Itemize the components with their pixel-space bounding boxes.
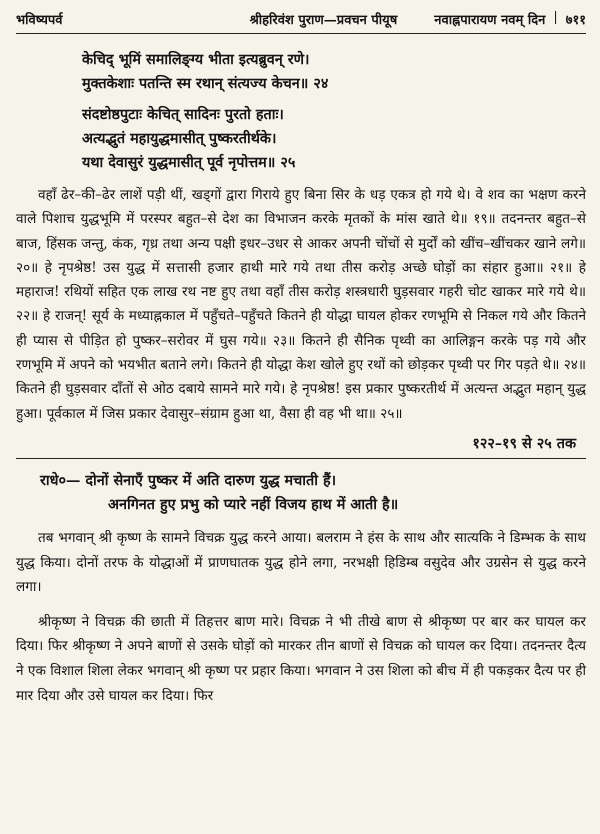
- translation-prose: [16, 183, 586, 426]
- header-reading-day: नवाह्नपारायण नवम् दिन: [434, 13, 546, 28]
- couplet-line-1: राधे०— दोनों सेनाएँ पुष्कर में अति दारुण युद्ध मचाती हैं।: [40, 471, 337, 489]
- page-number: ७११: [565, 13, 586, 28]
- header-right-group: [434, 10, 586, 28]
- translation-paragraph: वहाँ ढेर–की–ढेर लाशें पड़ी थीं, खड्गों द्वारा गिराये हुए बिना सिर के धड़ एकत्र हो गये थे। वे शव का भक्षण करने वाले पिशाच युद्धभूमि में परस्पर बहुत–से देश का विभाजन करके मृतकों के मांस खाते थे॥ १९॥ तदनन्तर बहुत–से बाज, हिंसक जन्तु, कंक, गृध्र तथा अन्य पक्षी इधर–उधर से आकर अपनी चोंचों से मुर्दों को खींच–खींचकर खाने लगे॥ २०॥ हे नृपश्रेष्ठ! उस युद्ध में सत्तासी हजार हाथी मारे गये तथा तीस करोड़ अच्छे घोड़ों का संहार हुआ॥ २१॥ हे महाराज! रथियों सहित एक लाख रथ नष्ट हुए तथा वहाँ तीस करोड़ शस्त्रधारी घुड़सवार गहरी चोट खाकर मारे गये थे॥ २२॥ हे राजन्! सूर्य के मध्याह्नकाल में पहुँचते–पहुँचते कितने ही योद्धा घायल होकर रणभूमि से निकल गये और कितने ही प्यास से पीड़ित हो पुष्कर–सरोवर में घुस गये॥ २३॥ कितने ही सैनिक पृथ्वी का आलिङ्गन करके पड़ गये और रणभूमि में अपने को भयभीत बताने लगे। कितने ही योद्धा केश खोले हुए रथों को छोड़कर पृथ्वी पर गिर पड़ते थे॥ २४॥ कितने ही घुड़सवार दाँतों से ओठ दबाये सामने मारे गये। हे नृपश्रेष्ठ! इस प्रकार पुष्करतीर्थ में अत्यन्त अद्भुत महान् युद्ध हुआ। पूर्वकाल में जिस प्रकार देवासुर–संग्राम हुआ था, वैसा ही वह भी था॥ २५॥: [16, 187, 586, 422]
- verse-line: केचिद् भूमिं समालिङ्ग्य भीता इत्यब्रुवन् रणे।: [82, 51, 310, 68]
- narrative-prose: [16, 526, 586, 708]
- header-section-title: भविष्यपर्व: [16, 13, 63, 28]
- section-reference: १२२–१९ से २५ तक: [16, 434, 586, 459]
- sanskrit-verses: [82, 48, 586, 175]
- narrative-paragraph: श्रीकृष्ण ने विचक्र की छाती में तिहत्तर बाण मारे। विचक्र ने भी तीखे बाण से श्रीकृष्ण पर बार कर घायल कर दिया। फिर श्रीकृष्ण ने अपने बाणों से उसके घोड़ों को मारकर तीन बाणों से विचक्र को घायल कर दिया। तदनन्तर दैत्य ने एक विशाल शिला लेकर भगवान् श्री कृष्ण पर प्रहार किया। भगवान ने उस शिला को बीच में ही पकड़कर दैत्य पर ही मार दिया और उसे घायल कर दिया। फिर: [16, 613, 586, 704]
- verse-line: मुक्तकेशाः पतन्ति स्म रथान् संत्यज्य केचन॥ २४: [82, 75, 329, 92]
- radhe-couplet: [16, 469, 586, 517]
- verse-line: संदष्टोष्ठपुटाः केचित् सादिनः पुरतो हताः।: [82, 106, 284, 123]
- header-separator: |: [553, 10, 558, 25]
- running-header: [16, 0, 586, 34]
- verse-line: अत्यद्भुतं महायुद्धमासीत् पुष्करतीर्थके।: [82, 130, 277, 147]
- header-book-title: श्रीहरिवंश पुराण—प्रवचन पीयूष: [249, 13, 398, 28]
- verse-line: यथा देवासुरं युद्धमासीत् पूर्व नृपोत्तम॥ २५: [82, 154, 296, 171]
- narrative-paragraph: तब भगवान् श्री कृष्ण के सामने विचक्र युद्ध करने आया। बलराम ने हंस के साथ और सात्यकि ने डिम्भक के साथ युद्ध किया। दोनों तरफ के योद्धाओं में प्राणघातक युद्ध होने लगा, नरभक्षी हिडिम्ब वसुदेव और उग्रसेन से युद्ध करने लगा।: [16, 529, 586, 596]
- couplet-line-2: अनगिनत हुए प्रभु को प्यारे नहीं विजय हाथ में आती है॥: [108, 495, 399, 513]
